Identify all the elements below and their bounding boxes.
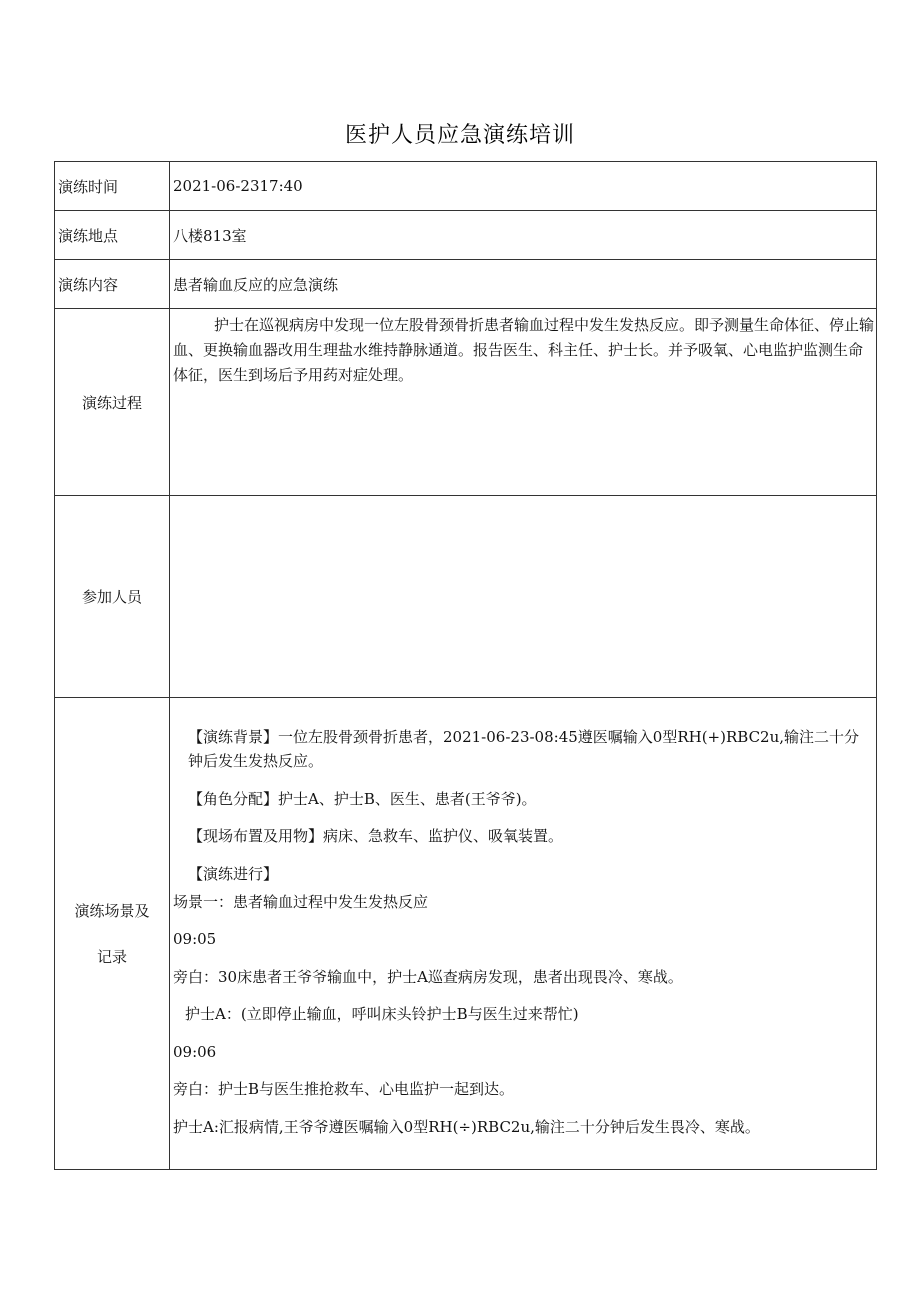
scene-nurse-a-1: 护士A：(立即停止输血，呼叫床头铃护士B与医生过来帮忙) [185,1005,579,1023]
participants-label: 参加人员 [55,496,170,698]
drill-place-value: 八楼813室 [170,211,877,260]
drill-process-text: 护士在巡视病房中发现一位左股骨颈骨折患者输血过程中发生发热反应。即予测量生命体征、停止输血、更换输血器改用生理盐水维持静脉通道。报告医生、科主任、护士长。并予吸氧、心电监护监测生命体征，医生到场后予用药对症处理。 [173,315,875,384]
drill-record-table [54,161,877,1170]
scene-label-line2: 记录 [96,947,127,966]
row-scene-record [55,698,877,1170]
scene-label-cell [55,698,170,1170]
scene-aside-1: 旁白：30床患者王爷爷输血中，护士A巡查病房发现，患者出现畏冷、寒战。 [173,967,683,986]
scene-background: 【演练背景】一位左股骨颈骨折患者，2021-06-23-08:45遵医嘱输入0型RH(+)RBC2u,输注二十分钟后发生发热反应。 [188,728,860,770]
page-title: 医护人员应急演练培训 [344,123,575,148]
scene-one-title: 场景一：患者输血过程中发生发热反应 [173,892,429,911]
drill-content-value: 患者输血反应的应急演练 [170,260,877,309]
row-drill-time [55,162,877,211]
scene-setup: 【现场布置及用物】病床、急救车、监护仪、吸氧装置。 [188,827,564,845]
participants-value [170,496,877,698]
row-participants [55,496,877,698]
drill-time-value: 2021-06-2317:40 [170,162,877,211]
scene-label-line1: 演练场景及 [74,901,150,920]
drill-time-label: 演练时间 [55,162,170,211]
scene-nurse-a-2: 护士A:汇报病情,王爷爷遵医嘱输入0型RH(÷)RBC2u,输注二十分钟后发生畏冷、寒战。 [173,1117,760,1136]
scene-aside-2: 旁白：护士B与医生推抢救车、心电监护一起到达。 [173,1080,515,1098]
drill-place-label: 演练地点 [55,211,170,260]
scene-progress-heading: 【演练进行】 [188,864,279,883]
scene-time-1: 09:05 [173,930,217,948]
scene-roles: 【角色分配】护士A、护士B、医生、患者(王爷爷)。 [188,789,537,808]
drill-process-cell [170,309,877,496]
row-drill-content [55,260,877,309]
row-drill-place [55,211,877,260]
row-drill-process [55,309,877,496]
drill-content-label: 演练内容 [55,260,170,309]
drill-process-label: 演练过程 [55,309,170,496]
scene-time-2: 09:06 [173,1042,217,1061]
scene-record-cell [170,698,877,1170]
